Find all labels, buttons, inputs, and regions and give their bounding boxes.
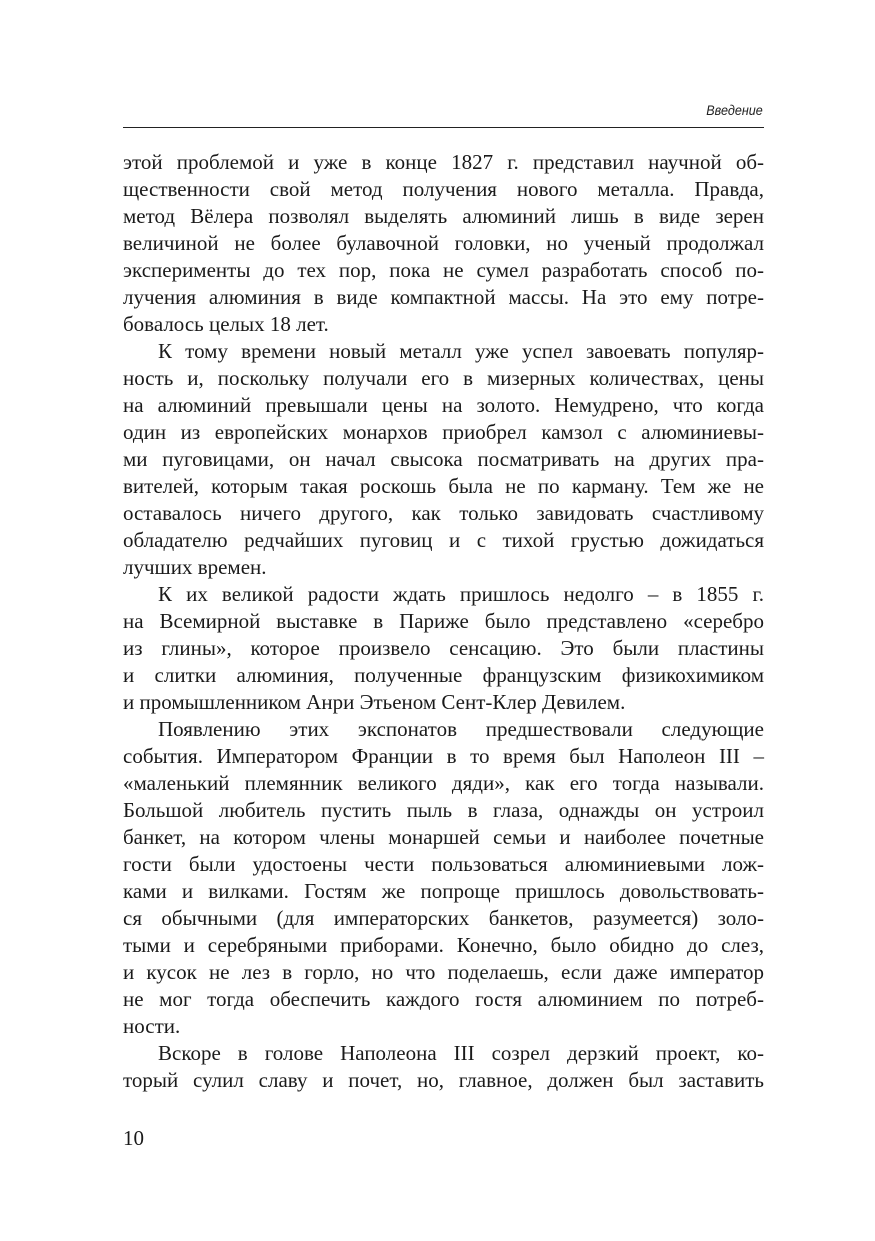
text-line: Большой любитель пустить пыль в глаза, однажды он устроил — [123, 798, 764, 822]
text-line: величиной не более булавочной головки, но ученый продолжал — [123, 231, 764, 255]
header-rule — [123, 127, 764, 128]
text-line: ности. — [123, 1014, 181, 1038]
text-line: лучения алюминия в виде компактной массы. На это ему потре- — [123, 285, 764, 309]
text-line: один из европейских монархов приобрел камзол с алюминиевы- — [123, 420, 764, 444]
text-line: оставалось ничего другого, как только завидовать счастливому — [123, 501, 764, 525]
running-head-title: Введение — [706, 102, 763, 118]
text-line: обладателю редчайших пуговиц и с тихой грустью дожидаться — [123, 528, 764, 552]
text-line: этой проблемой и уже в конце 1827 г. представил научной об- — [123, 150, 764, 174]
page-number: 10 — [123, 1126, 144, 1150]
paragraph — [123, 1040, 764, 1094]
text-line: из глины», которое произвело сенсацию. Это были пластины — [123, 636, 764, 660]
text-line: тыми и серебряными приборами. Конечно, было обидно до слез, — [123, 933, 764, 957]
text-line: гости были удостоены чести пользоваться алюминиевыми лож- — [123, 852, 764, 876]
text-line: не мог тогда обеспечить каждого гостя алюминием по потреб- — [123, 987, 764, 1011]
text-line: Вскоре в голове Наполеона III созрел дерзкий проект, ко- — [158, 1041, 764, 1065]
text-line: щественности свой метод получения нового металла. Правда, — [123, 177, 764, 201]
text-line: эксперименты до тех пор, пока не сумел разработать способ по- — [123, 258, 764, 282]
text-line: торый сулил славу и почет, но, главное, должен был заставить — [123, 1068, 764, 1092]
text-line: события. Императором Франции в то время был Наполеон III – — [123, 744, 764, 768]
text-line: Появлению этих экспонатов предшествовали следующие — [158, 717, 764, 741]
text-line: ми пуговицами, он начал свысока посматривать на других пра- — [123, 447, 764, 471]
body-text — [123, 149, 764, 1094]
text-line: и слитки алюминия, полученные французским физикохимиком — [123, 663, 764, 687]
text-line: на алюминий превышали цены на золото. Немудрено, что когда — [123, 393, 764, 417]
text-line: метод Вёлера позволял выделять алюминий лишь в виде зерен — [123, 204, 764, 228]
text-line: ся обычными (для императорских банкетов, разумеется) золо- — [123, 906, 764, 930]
paragraph — [123, 338, 764, 581]
text-line: вителей, которым такая роскошь была не по карману. Тем же не — [123, 474, 764, 498]
text-line: на Всемирной выставке в Париже было представлено «серебро — [123, 609, 764, 633]
text-line: ками и вилками. Гостям же попроще пришлось довольствовать- — [123, 879, 764, 903]
paragraph — [123, 149, 764, 338]
text-line: бовалось целых 18 лет. — [123, 312, 329, 336]
paragraph — [123, 581, 764, 716]
text-line: К их великой радости ждать пришлось недолго – в 1855 г. — [158, 582, 764, 606]
paragraph — [123, 716, 764, 1040]
text-line: К тому времени новый металл уже успел завоевать популяр- — [158, 339, 764, 363]
text-line: банкет, на котором члены монаршей семьи и наиболее почетные — [123, 825, 764, 849]
text-line: «маленький племянник великого дяди», как его тогда называли. — [123, 771, 764, 795]
text-line: и промышленником Анри Этьеном Сент-Клер Девилем. — [123, 690, 626, 714]
text-line: и кусок не лез в горло, но что поделаешь, если даже император — [123, 960, 764, 984]
text-line: ность и, поскольку получали его в мизерных количествах, цены — [123, 366, 764, 390]
text-line: лучших времен. — [123, 555, 267, 579]
